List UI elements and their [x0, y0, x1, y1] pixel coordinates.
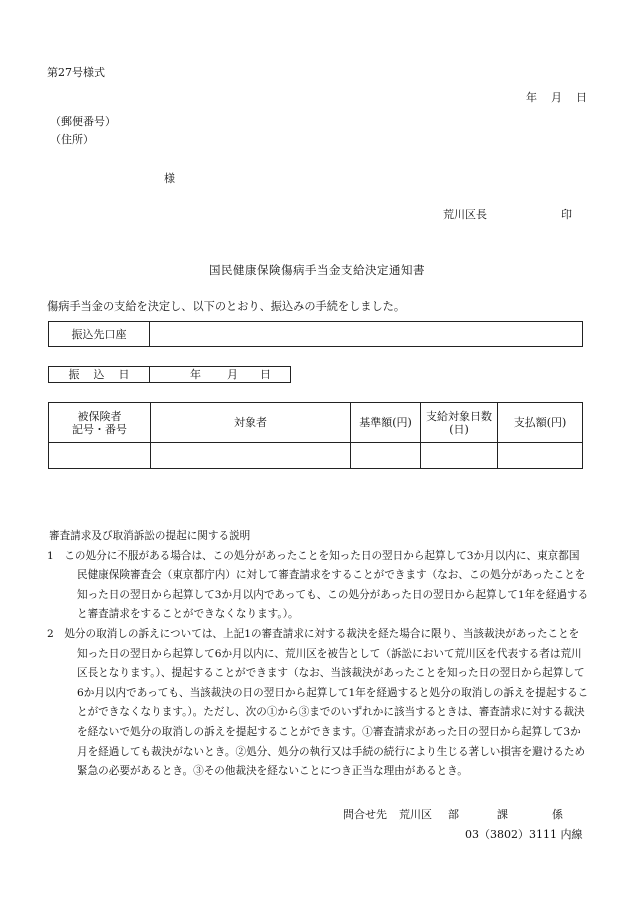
date-day: 日 [576, 91, 587, 104]
cell-benefit-days [421, 443, 498, 469]
cell-payment-amount [498, 443, 583, 469]
table-row [49, 443, 583, 469]
contact-office: 荒川区 [399, 808, 432, 821]
note-item-1: 1 この処分に不服がある場合は、この処分があったことを知った日の翌日から起算して3か月以内に、東京都国民健康保険審査会（東京都庁内）に対して審査請求をすることができます（なお、この処分があったことを知った日の翌日から起算して3か月以内であっても、この処分があった日の翌日から起算して1年を経過すると審査請求をすることができなくなります。）。 [47, 549, 589, 621]
document-title: 国民健康保険傷病手当金支給決定通知書 [209, 263, 425, 277]
cell-subject [151, 443, 351, 469]
contact-unit: 係 [552, 808, 563, 821]
notes-heading: 審査請求及び取消訴訟の提起に関する説明 [49, 530, 251, 542]
transfer-date-label-2: 込 [93, 368, 105, 381]
address-label: （住所） [50, 133, 94, 146]
intro-text: 傷病手当金の支給を決定し、以下のとおり、振込みの手続をしました。 [47, 300, 406, 313]
col-header-payment-amount: 支払額(円) [498, 403, 583, 443]
cell-base-amount [351, 443, 421, 469]
form-number: 第27号様式 [47, 66, 105, 79]
note-item-2: 2 処分の取消しの訴えについては、上記1の審査請求に対する裁決を経た場合に限り、当該裁決があったことを知った日の翌日から起算して6か月以内に、荒川区を被告として（訴訟において荒川区を代表する者は荒川区長となります。）、提起することができます（なお、当該裁決があったことを知った日の翌日から起算して6か月以内であっても、当該裁決の日の翌日から起算して1年を経過すると処分の取消しの訴えを提起することができなくなります。）。ただし、次の①から③までのいずれかに該当するときは、審査請求に対する裁決を経ないで処分の取消しの訴えを提起することができます。①審査請求があった日の翌日から起算して3か月を経過しても裁決がないとき。②処分、処分の執行又は手続の続行により生じる著しい損害を避けるため緊急の必要があるとき。③その他裁決を経ないことにつき正当な理由があるとき。 [47, 627, 589, 778]
contact-label: 問合せ先 [343, 808, 387, 821]
transfer-date-table [48, 366, 291, 383]
transfer-date-label-3: 日 [118, 368, 130, 381]
transfer-day: 日 [260, 368, 271, 381]
contact-department: 部 [448, 808, 459, 821]
transfer-date-label-1: 振 [68, 368, 80, 381]
contact-phone: 03（3802）3111 内線 [465, 828, 583, 841]
col-header-benefit-days: 支給対象日数 (日) [421, 403, 498, 443]
appeal-notes [49, 527, 589, 782]
cell-insured-id [49, 443, 151, 469]
transfer-year: 年 [190, 368, 201, 381]
payment-detail-table [48, 402, 583, 469]
bank-account-label: 振込先口座 [49, 322, 150, 347]
col-header-base-amount: 基準額(円) [351, 403, 421, 443]
transfer-month: 月 [227, 368, 238, 381]
col-header-insured-id: 被保険者 記号・番号 [49, 403, 151, 443]
bank-account-value [150, 322, 583, 347]
bank-account-table [48, 321, 583, 347]
postal-code-label: （郵便番号） [50, 115, 116, 128]
date-year: 年 [526, 91, 537, 104]
contact-block [343, 806, 563, 822]
recipient-honorific: 様 [164, 172, 175, 185]
issue-date [526, 89, 587, 105]
transfer-date-label [49, 367, 150, 383]
date-month: 月 [551, 91, 562, 104]
col-header-subject: 対象者 [151, 403, 351, 443]
transfer-date-value [150, 367, 291, 383]
seal-mark: 印 [561, 208, 572, 221]
sender-title: 荒川区長 [443, 208, 487, 221]
contact-section: 課 [497, 808, 508, 821]
